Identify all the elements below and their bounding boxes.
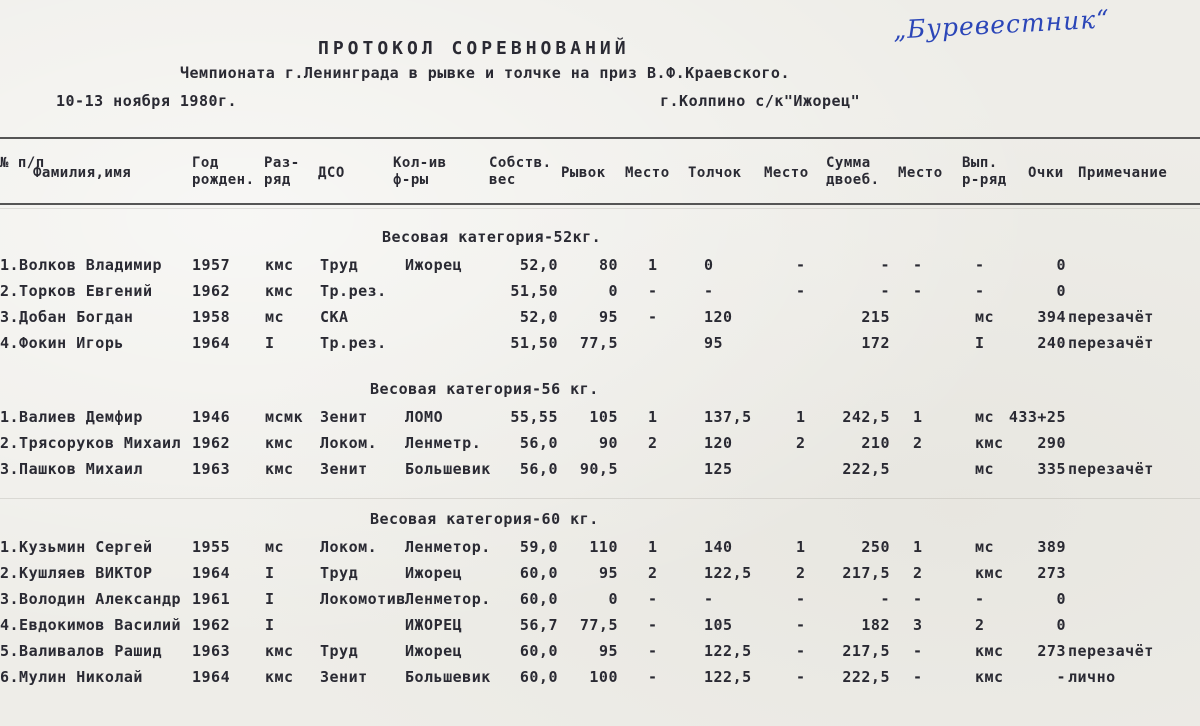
cell-cj: 137,5 xyxy=(704,408,752,426)
cell-snatch: 0 xyxy=(608,590,618,608)
cell-fulfilled: - xyxy=(975,590,985,608)
cell-note: перезачёт xyxy=(1068,334,1154,352)
cell-name: 3.Володин Александр xyxy=(0,590,182,608)
cell-fulfilled: мс xyxy=(975,538,995,556)
cell-year: 1957 xyxy=(192,256,231,274)
cell-rank: кмс xyxy=(265,668,294,686)
cell-place1: - xyxy=(648,282,658,300)
cell-snatch: 77,5 xyxy=(579,334,618,352)
cell-weight: 51,50 xyxy=(510,334,558,352)
table-top-rule xyxy=(0,137,1200,139)
cell-note: лично xyxy=(1068,668,1116,686)
cell-total: - xyxy=(880,282,890,300)
cell-dso: Локом. xyxy=(320,434,378,452)
header-weight: Собств. вес xyxy=(489,155,552,188)
cell-place1: - xyxy=(648,616,658,634)
cell-place1: 2 xyxy=(648,564,658,582)
cell-fulfilled: кмс xyxy=(975,564,1004,582)
cell-points: - xyxy=(1056,668,1066,686)
cell-total: 217,5 xyxy=(842,642,890,660)
paper-crease xyxy=(0,208,1200,209)
cell-points: 0 xyxy=(1056,616,1066,634)
cell-points: 433+25 xyxy=(1008,408,1066,426)
weight-category-title: Весовая категория-52кг. xyxy=(382,228,602,246)
cell-weight: 60,0 xyxy=(519,668,558,686)
cell-snatch: 77,5 xyxy=(579,616,618,634)
header-fulfilled: Вып. р-ряд xyxy=(962,155,1007,188)
cell-name: 6.Мулин Николай xyxy=(0,668,143,686)
cell-name: 2.Торков Евгений xyxy=(0,282,153,300)
cell-team: Большевик xyxy=(405,460,491,478)
cell-name: 2.Трясоруков Михаил xyxy=(0,434,182,452)
cell-fulfilled: мс xyxy=(975,460,995,478)
cell-cj: 125 xyxy=(704,460,733,478)
cell-place2: - xyxy=(796,616,806,634)
cell-place1: 1 xyxy=(648,538,658,556)
cell-dso: СКА xyxy=(320,308,349,326)
cell-cj: 95 xyxy=(704,334,724,352)
header-cj: Толчок xyxy=(688,165,742,181)
handwritten-note: „Буревестник“ xyxy=(892,4,1111,45)
cell-total: - xyxy=(880,590,890,608)
header-rank: Раз- ряд xyxy=(264,155,300,188)
cell-cj: 0 xyxy=(704,256,714,274)
cell-total: 242,5 xyxy=(842,408,890,426)
cell-name: 1.Валиев Демфир xyxy=(0,408,143,426)
cell-total: 222,5 xyxy=(842,668,890,686)
cell-cj: 122,5 xyxy=(704,668,752,686)
cell-weight: 56,0 xyxy=(519,460,558,478)
cell-year: 1963 xyxy=(192,642,231,660)
cell-place3: - xyxy=(913,642,923,660)
cell-year: 1962 xyxy=(192,282,231,300)
cell-cj: - xyxy=(704,590,714,608)
cell-snatch: 110 xyxy=(589,538,618,556)
cell-note: перезачёт xyxy=(1068,308,1154,326)
cell-total: 182 xyxy=(861,616,890,634)
cell-fulfilled: - xyxy=(975,282,985,300)
cell-place2: - xyxy=(796,282,806,300)
document-dates: 10-13 ноября 1980г. xyxy=(56,92,238,110)
cell-year: 1958 xyxy=(192,308,231,326)
cell-points: 335 xyxy=(1037,460,1066,478)
cell-total: 250 xyxy=(861,538,890,556)
cell-snatch: 95 xyxy=(598,642,618,660)
cell-place3: 1 xyxy=(913,538,923,556)
cell-team: Ижорец xyxy=(405,256,463,274)
cell-year: 1964 xyxy=(192,564,231,582)
cell-team: ЛОМО xyxy=(405,408,444,426)
cell-place1: - xyxy=(648,668,658,686)
cell-points: 0 xyxy=(1056,590,1066,608)
cell-snatch: 80 xyxy=(598,256,618,274)
document-title: ПРОТОКОЛ СОРЕВНОВАНИЙ xyxy=(318,38,630,59)
cell-snatch: 95 xyxy=(598,564,618,582)
cell-points: 0 xyxy=(1056,256,1066,274)
cell-total: - xyxy=(880,256,890,274)
cell-name: 2.Кушляев ВИКТОР xyxy=(0,564,153,582)
cell-fulfilled: кмс xyxy=(975,434,1004,452)
cell-place1: - xyxy=(648,590,658,608)
cell-place1: 1 xyxy=(648,256,658,274)
cell-place2: 1 xyxy=(796,538,806,556)
weight-category-title: Весовая категория-60 кг. xyxy=(370,510,599,528)
cell-year: 1946 xyxy=(192,408,231,426)
cell-points: 273 xyxy=(1037,642,1066,660)
header-total: Сумма двоеб. xyxy=(826,155,880,188)
cell-points: 290 xyxy=(1037,434,1066,452)
cell-weight: 56,0 xyxy=(519,434,558,452)
header-dso: ДСО xyxy=(318,165,345,181)
cell-place3: 1 xyxy=(913,408,923,426)
header-year: Год рожден. xyxy=(192,155,255,188)
cell-cj: 122,5 xyxy=(704,564,752,582)
cell-place2: 2 xyxy=(796,564,806,582)
cell-note: перезачёт xyxy=(1068,642,1154,660)
cell-name: 4.Евдокимов Василий xyxy=(0,616,182,634)
cell-place3: - xyxy=(913,256,923,274)
cell-fulfilled: 2 xyxy=(975,616,985,634)
cell-weight: 56,7 xyxy=(519,616,558,634)
cell-dso: Зенит xyxy=(320,460,368,478)
cell-rank: мсмк xyxy=(265,408,304,426)
cell-rank: кмс xyxy=(265,460,294,478)
cell-place3: 2 xyxy=(913,564,923,582)
cell-place3: 3 xyxy=(913,616,923,634)
cell-rank: кмс xyxy=(265,434,294,452)
cell-weight: 60,0 xyxy=(519,590,558,608)
cell-weight: 51,50 xyxy=(510,282,558,300)
cell-name: 3.Пашков Михаил xyxy=(0,460,143,478)
cell-cj: 120 xyxy=(704,434,733,452)
cell-rank: мс xyxy=(265,308,285,326)
cell-fulfilled: кмс xyxy=(975,642,1004,660)
cell-place3: - xyxy=(913,668,923,686)
header-snatch: Рывок xyxy=(561,165,606,181)
cell-rank: I xyxy=(265,334,275,352)
cell-year: 1964 xyxy=(192,334,231,352)
cell-fulfilled: - xyxy=(975,256,985,274)
cell-snatch: 90,5 xyxy=(579,460,618,478)
cell-name: 5.Валивалов Рашид xyxy=(0,642,163,660)
cell-place1: 2 xyxy=(648,434,658,452)
cell-year: 1962 xyxy=(192,434,231,452)
cell-place3: - xyxy=(913,282,923,300)
cell-place2: 1 xyxy=(796,408,806,426)
cell-team: Ленметр. xyxy=(405,434,482,452)
cell-rank: кмс xyxy=(265,256,294,274)
cell-place1: - xyxy=(648,642,658,660)
cell-place3: 2 xyxy=(913,434,923,452)
header-num: № п/п xyxy=(0,155,45,171)
paper-crease xyxy=(0,498,1200,499)
cell-place2: 2 xyxy=(796,434,806,452)
cell-fulfilled: мс xyxy=(975,408,995,426)
cell-team: Ижорец xyxy=(405,564,463,582)
cell-dso: Труд xyxy=(320,642,359,660)
cell-weight: 55,55 xyxy=(510,408,558,426)
header-note: Примечание xyxy=(1078,165,1168,181)
cell-snatch: 105 xyxy=(589,408,618,426)
cell-place2: - xyxy=(796,668,806,686)
header-name: Фамилия,имя xyxy=(33,165,132,181)
cell-year: 1955 xyxy=(192,538,231,556)
document-location: г.Колпино с/к"Ижорец" xyxy=(660,92,861,110)
cell-team: Ижорец xyxy=(405,642,463,660)
cell-place2: - xyxy=(796,590,806,608)
cell-points: 394 xyxy=(1037,308,1066,326)
cell-weight: 60,0 xyxy=(519,642,558,660)
cell-dso: Тр.рез. xyxy=(320,334,387,352)
cell-points: 389 xyxy=(1037,538,1066,556)
cell-place1: 1 xyxy=(648,408,658,426)
cell-dso: Локомотив xyxy=(320,590,406,608)
header-place-2: Место xyxy=(764,165,809,181)
cell-cj: 105 xyxy=(704,616,733,634)
cell-rank: I xyxy=(265,590,275,608)
cell-team: Ленметор. xyxy=(405,538,491,556)
cell-total: 217,5 xyxy=(842,564,890,582)
weight-category-title: Весовая категория-56 кг. xyxy=(370,380,599,398)
cell-dso: Локом. xyxy=(320,538,378,556)
cell-points: 240 xyxy=(1037,334,1066,352)
cell-year: 1964 xyxy=(192,668,231,686)
cell-year: 1963 xyxy=(192,460,231,478)
cell-note: перезачёт xyxy=(1068,460,1154,478)
cell-weight: 60,0 xyxy=(519,564,558,582)
cell-name: 3.Добан Богдан xyxy=(0,308,134,326)
header-place-1: Место xyxy=(625,165,670,181)
cell-fulfilled: I xyxy=(975,334,985,352)
cell-rank: кмс xyxy=(265,642,294,660)
table-header-rule xyxy=(0,203,1200,205)
cell-name: 1.Волков Владимир xyxy=(0,256,163,274)
cell-cj: 140 xyxy=(704,538,733,556)
cell-team: Большевик xyxy=(405,668,491,686)
cell-total: 215 xyxy=(861,308,890,326)
cell-year: 1961 xyxy=(192,590,231,608)
cell-place2: - xyxy=(796,642,806,660)
cell-dso: Тр.рез. xyxy=(320,282,387,300)
cell-dso: Труд xyxy=(320,256,359,274)
cell-cj: 122,5 xyxy=(704,642,752,660)
cell-weight: 52,0 xyxy=(519,256,558,274)
header-points: Очки xyxy=(1028,165,1064,181)
document-subtitle: Чемпионата г.Ленинграда в рывке и толчке на приз В.Ф.Краевского. xyxy=(180,64,790,82)
cell-cj: - xyxy=(704,282,714,300)
cell-rank: кмс xyxy=(265,282,294,300)
cell-total: 210 xyxy=(861,434,890,452)
cell-points: 273 xyxy=(1037,564,1066,582)
cell-dso: Зенит xyxy=(320,668,368,686)
cell-snatch: 0 xyxy=(608,282,618,300)
cell-cj: 120 xyxy=(704,308,733,326)
cell-total: 172 xyxy=(861,334,890,352)
cell-total: 222,5 xyxy=(842,460,890,478)
cell-place1: - xyxy=(648,308,658,326)
cell-rank: I xyxy=(265,564,275,582)
cell-place3: - xyxy=(913,590,923,608)
cell-fulfilled: мс xyxy=(975,308,995,326)
cell-rank: мс xyxy=(265,538,285,556)
cell-rank: I xyxy=(265,616,275,634)
cell-snatch: 90 xyxy=(598,434,618,452)
cell-place2: - xyxy=(796,256,806,274)
cell-points: 0 xyxy=(1056,282,1066,300)
cell-team: ИЖОРЕЦ xyxy=(405,616,463,634)
cell-dso: Труд xyxy=(320,564,359,582)
cell-team: Ленметор. xyxy=(405,590,491,608)
cell-year: 1962 xyxy=(192,616,231,634)
cell-name: 1.Кузьмин Сергей xyxy=(0,538,153,556)
cell-name: 4.Фокин Игорь xyxy=(0,334,124,352)
cell-fulfilled: кмс xyxy=(975,668,1004,686)
cell-dso: Зенит xyxy=(320,408,368,426)
cell-weight: 52,0 xyxy=(519,308,558,326)
cell-snatch: 95 xyxy=(598,308,618,326)
header-team: Кол-ив ф-ры xyxy=(393,155,447,188)
cell-weight: 59,0 xyxy=(519,538,558,556)
header-place-3: Место xyxy=(898,165,943,181)
cell-snatch: 100 xyxy=(589,668,618,686)
